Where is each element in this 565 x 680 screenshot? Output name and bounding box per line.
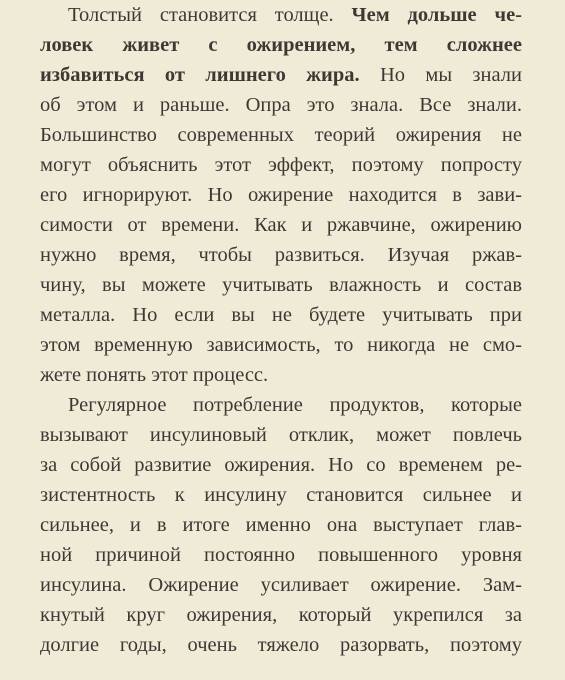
text-line	[40, 480, 522, 510]
text-line	[40, 330, 522, 360]
text-run: его игнорируют. Но ожирение находится в зави-	[40, 184, 522, 206]
text-run: Но мы знали	[359, 64, 522, 86]
text-line	[40, 120, 522, 150]
text-run: сильнее, и в итоге именно она выступает глав-	[40, 514, 522, 536]
text-line	[40, 30, 522, 60]
text-run: вызывают инсулиновый отклик, может повлечь	[40, 424, 522, 446]
text-run: могут объяснить этот эффект, поэтому попросту	[40, 154, 522, 176]
text-run: нужно время, чтобы развиться. Изучая ржав-	[40, 244, 522, 266]
text-line	[40, 540, 522, 570]
text-run: Большинство современных теорий ожирения не	[40, 124, 522, 146]
text-run: инсулина. Ожирение усиливает ожирение. Зам-	[40, 574, 522, 596]
bold-text-run: избавиться от лишнего жира.	[40, 64, 360, 86]
text-run: этом временную зависимость, то никогда не смо-	[40, 334, 522, 356]
text-run: жете понять этот процесс.	[40, 364, 269, 386]
text-line	[40, 630, 522, 660]
bold-text-run: ловек живет с ожирением, тем сложнее	[40, 34, 522, 56]
text-line	[40, 300, 522, 330]
text-line	[40, 570, 522, 600]
bold-text-run: Чем дольше че-	[351, 4, 522, 26]
text-line	[40, 360, 522, 390]
text-line	[40, 150, 522, 180]
text-run: Регулярное потребление продуктов, которые	[68, 394, 522, 416]
text-line	[40, 240, 522, 270]
text-line	[40, 270, 522, 300]
text-line	[68, 390, 522, 420]
text-line	[68, 0, 522, 30]
text-run: долгие годы, очень тяжело разорвать, поэтому	[40, 634, 522, 656]
text-run: кнутый круг ожирения, который укрепился за	[40, 604, 522, 626]
text-line	[40, 420, 522, 450]
text-line	[40, 180, 522, 210]
text-run: Толстый становится толще.	[68, 4, 352, 26]
text-run: зистентность к инсулину становится сильнее и	[40, 484, 522, 506]
text-run: чину, вы можете учитывать влажность и состав	[40, 274, 522, 296]
text-line	[40, 60, 522, 90]
text-run: ной причиной постоянно повышенного уровня	[40, 544, 522, 566]
text-line	[40, 510, 522, 540]
text-line	[40, 210, 522, 240]
text-run: за собой развитие ожирения. Но со временем ре-	[40, 454, 522, 476]
text-run: об этом и раньше. Опра это знала. Все знали.	[40, 94, 522, 116]
text-line	[40, 450, 522, 480]
text-line	[40, 90, 522, 120]
text-run: симости от времени. Как и ржавчине, ожирению	[40, 214, 522, 236]
text-run: металла. Но если вы не будете учитывать при	[40, 304, 522, 326]
text-line	[40, 600, 522, 630]
